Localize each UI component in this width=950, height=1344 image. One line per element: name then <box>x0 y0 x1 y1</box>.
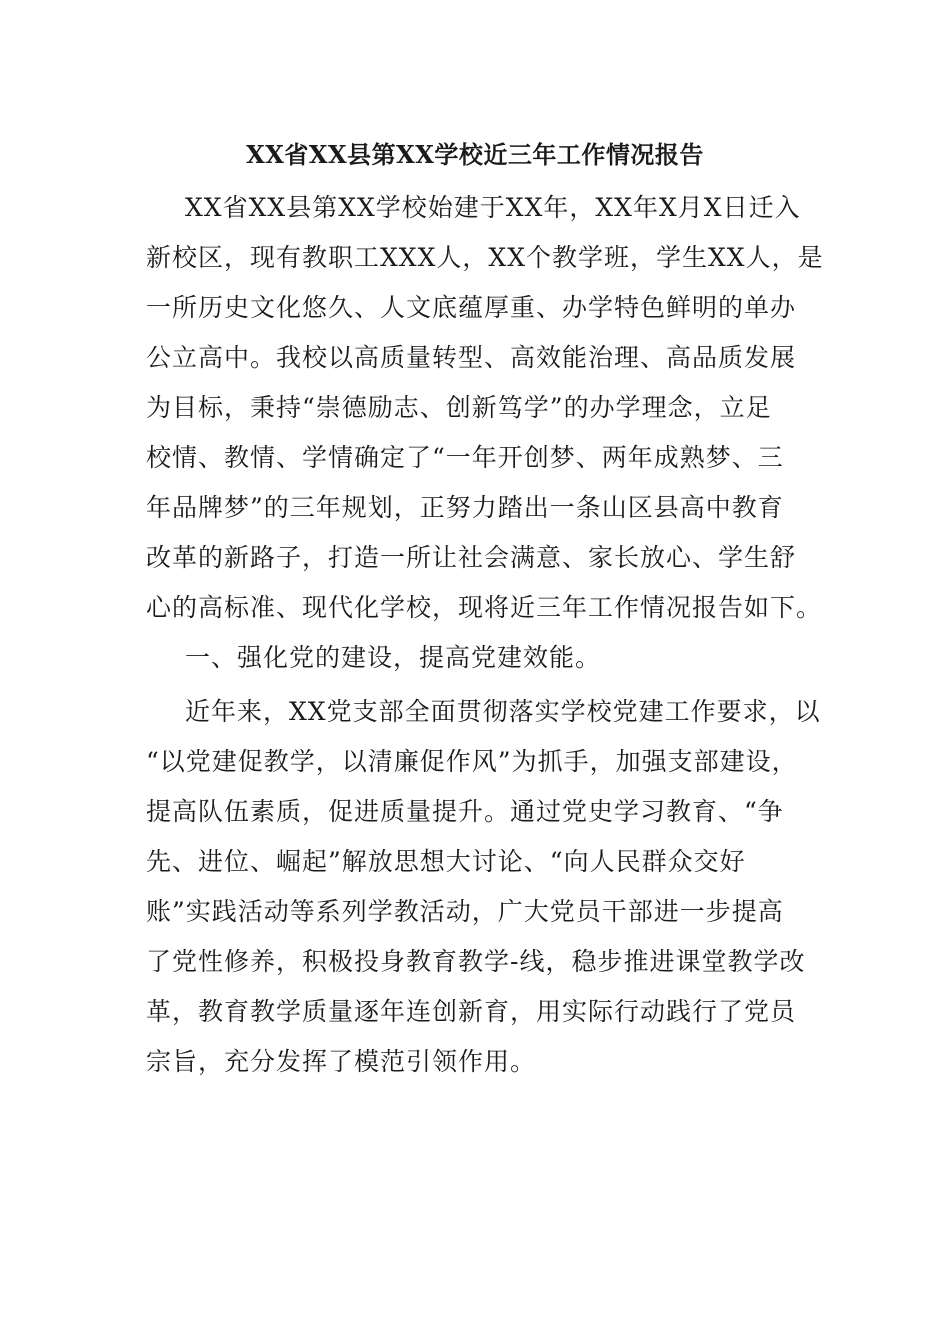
paragraph1-line: XX省XX县第XX学校始建于XX年，XX年X月X日迁入 <box>185 193 801 222</box>
paragraph1-line: 公立高中。我校以高质量转型、高效能治理、高品质发展 <box>146 343 797 372</box>
document-title: XX省XX县第XX学校近三年工作情况报告 <box>246 140 704 169</box>
paragraph2-line: “以党建促教学，以清廉促作风”为抓手，加强支部建设， <box>146 747 798 776</box>
paragraph2-line: 近年来，XX党支部全面贯彻落实学校党建工作要求，以 <box>185 697 821 726</box>
paragraph1-line: 一所历史文化悠久、人文底蕴厚重、办学特色鲜明的单办 <box>146 293 797 322</box>
paragraph2-line: 宗旨，充分发挥了模范引领作用。 <box>146 1047 537 1076</box>
paragraph1-line: 改革的新路子，打造一所让社会满意、家长放心、学生舒 <box>146 543 797 572</box>
paragraph2-line: 了党性修养，积极投身教育教学-线，稳步推进课堂教学改 <box>146 947 806 976</box>
section-heading: 一、强化党的建设，提高党建效能。 <box>185 643 602 672</box>
paragraph2-line: 账”实践活动等系列学教活动，广大党员干部进一步提高 <box>146 897 784 926</box>
paragraph1-line: 心的高标准、现代化学校，现将近三年工作情况报告如下。 <box>146 593 823 622</box>
paragraph1-line: 校情、教情、学情确定了“一年开创梦、两年成熟梦、三 <box>146 443 784 472</box>
paragraph2-line: 先、进位、崛起”解放思想大讨论、“向人民群众交好 <box>146 847 746 876</box>
paragraph1-line: 年品牌梦”的三年规划，正努力踏出一条山区县高中教育 <box>146 493 784 522</box>
paragraph1-line: 为目标，秉持“崇德励志、创新笃学”的办学理念，立足 <box>146 393 772 422</box>
paragraph1-line: 新校区，现有教职工XXX人，XX个教学班，学生XX人，是 <box>146 243 824 272</box>
paragraph2-line: 提高队伍素质，促进质量提升。通过党史学习教育、“争 <box>146 797 784 826</box>
paragraph2-line: 革，教育教学质量逐年连创新育，用实际行动践行了党员 <box>146 997 797 1026</box>
